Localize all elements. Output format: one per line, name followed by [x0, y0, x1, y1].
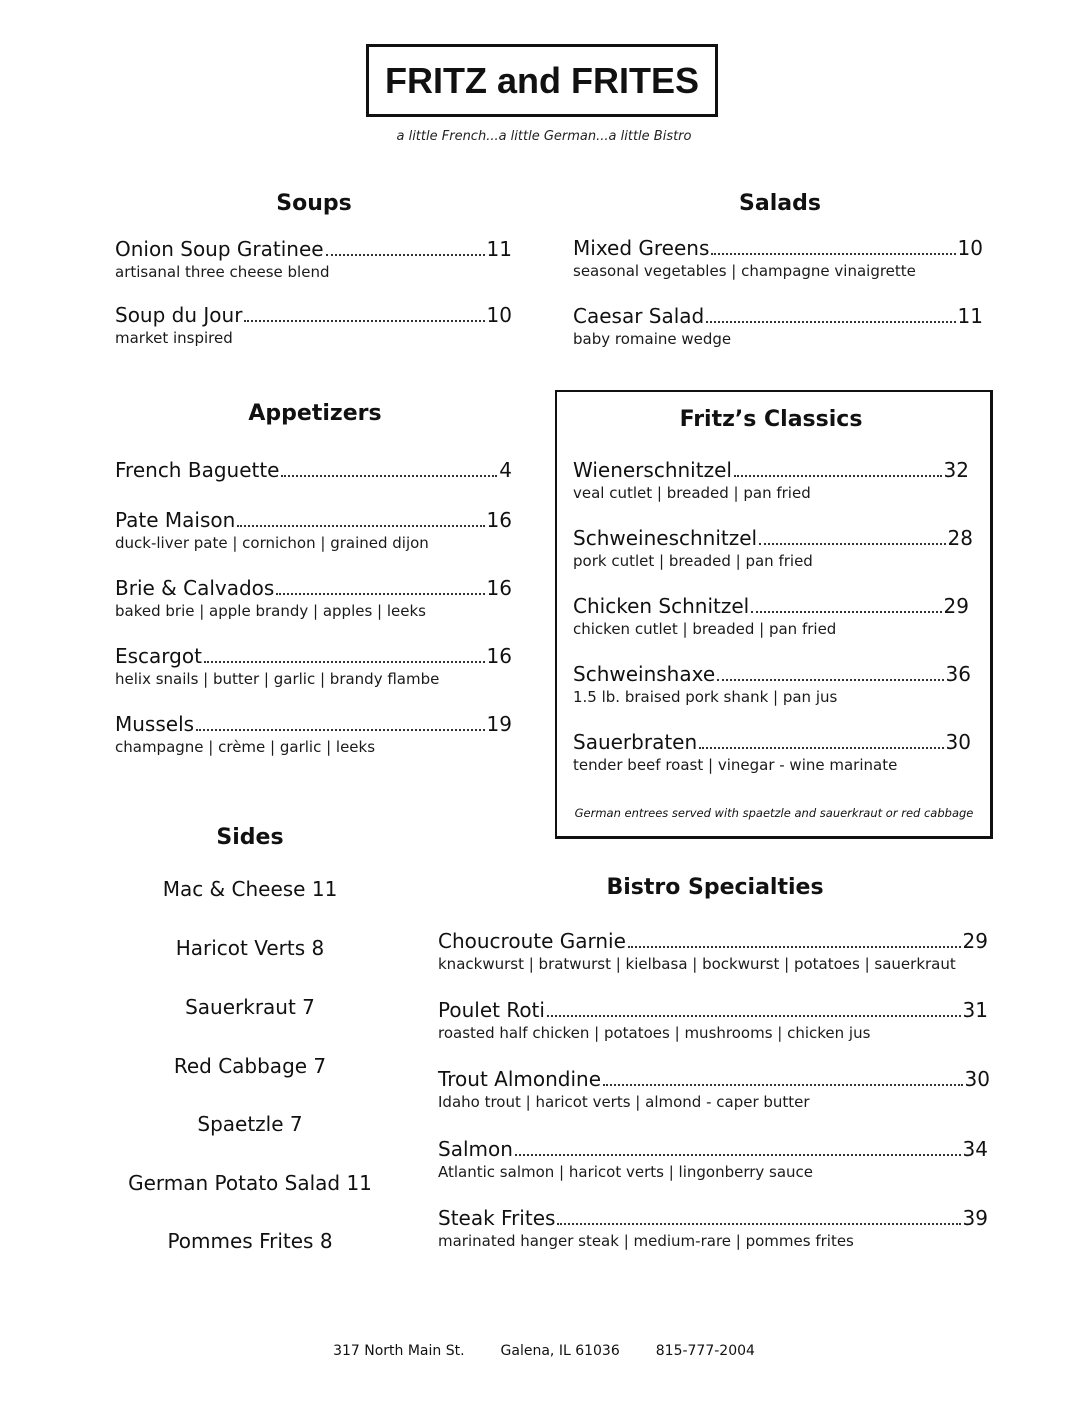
- item-description: Idaho trout | haricot verts | almond - caper butter: [438, 1093, 810, 1111]
- leader-dots: [244, 320, 484, 322]
- side-item: Sauerkraut 7: [185, 995, 315, 1019]
- menu-item-choucroute-garnie: [438, 928, 988, 974]
- item-description: baked brie | apple brandy | apples | leeks: [115, 602, 426, 620]
- item-price: 16: [486, 508, 512, 532]
- item-name: Choucroute Garnie: [438, 929, 626, 953]
- menu-item-french-baguette: [115, 457, 512, 483]
- item-description: seasonal vegetables | champagne vinaigrette: [573, 262, 916, 280]
- item-price: 30: [945, 730, 971, 754]
- side-item: German Potato Salad 11: [128, 1171, 372, 1195]
- menu-item-mussels: [115, 711, 512, 757]
- item-name: French Baguette: [115, 458, 280, 482]
- item-description: Atlantic salmon | haricot verts | lingonberry sauce: [438, 1163, 814, 1181]
- menu-item-steak-frites: [438, 1205, 988, 1251]
- item-name: Brie & Calvados: [115, 576, 275, 600]
- leader-dots: [717, 679, 943, 681]
- menu-item-chicken-schnitzel: [573, 593, 969, 639]
- item-price: 36: [945, 662, 971, 686]
- item-price: 31: [962, 998, 988, 1022]
- item-description: helix snails | butter | garlic | brandy flambe: [115, 670, 440, 688]
- leader-dots: [281, 475, 497, 477]
- menu-item-poulet-roti: [438, 997, 988, 1043]
- item-name: Mussels: [115, 712, 195, 736]
- footer-phone: 815-777-2004: [655, 1343, 755, 1359]
- leader-dots: [699, 747, 943, 749]
- item-name: Sauerbraten: [573, 730, 698, 754]
- item-price: 4: [499, 458, 512, 482]
- item-price: 28: [947, 526, 973, 550]
- bistro-heading: Bistro Specialties: [606, 875, 824, 900]
- item-name: Caesar Salad: [573, 304, 705, 328]
- side-item: Haricot Verts 8: [175, 936, 325, 960]
- leader-dots: [706, 321, 955, 323]
- item-price: 19: [486, 712, 512, 736]
- leader-dots: [557, 1223, 960, 1225]
- item-description: tender beef roast | vinegar - wine marinate: [573, 756, 898, 774]
- menu-item-brie-calvados: [115, 575, 512, 621]
- side-item: Red Cabbage 7: [173, 1054, 327, 1078]
- item-name: Steak Frites: [438, 1206, 556, 1230]
- item-description: artisanal three cheese blend: [115, 263, 330, 281]
- soups-heading: Soups: [276, 191, 352, 216]
- item-name: Mixed Greens: [573, 236, 710, 260]
- item-price: 39: [962, 1206, 988, 1230]
- leader-dots: [196, 729, 484, 731]
- menu-item-wienerschnitzel: [573, 457, 969, 503]
- item-description: pork cutlet | breaded | pan fried: [573, 552, 813, 570]
- item-name: Escargot: [115, 644, 202, 668]
- side-item: Pommes Frites 8: [167, 1229, 333, 1253]
- leader-dots: [326, 254, 485, 256]
- leader-dots: [603, 1084, 963, 1086]
- menu-item-caesar-salad: [573, 303, 983, 349]
- item-name: Soup du Jour: [115, 303, 243, 327]
- item-description: champagne | crème | garlic | leeks: [115, 738, 376, 756]
- leader-dots: [204, 661, 485, 663]
- item-name: Chicken Schnitzel: [573, 594, 750, 618]
- item-price: 10: [957, 236, 983, 260]
- item-description: marinated hanger steak | medium-rare | pommes frites: [438, 1232, 854, 1250]
- item-name: Wienerschnitzel: [573, 458, 732, 482]
- side-item: Mac & Cheese 11: [162, 877, 338, 901]
- tagline: a little French...a little German...a little Bistro: [396, 129, 692, 144]
- classics-heading: Fritz’s Classics: [679, 407, 863, 432]
- leader-dots: [237, 525, 484, 527]
- item-name: Pate Maison: [115, 508, 236, 532]
- item-description: roasted half chicken | potatoes | mushrooms | chicken jus: [438, 1024, 871, 1042]
- leader-dots: [547, 1015, 961, 1017]
- item-name: Trout Almondine: [438, 1067, 602, 1091]
- item-name: Schweineschnitzel: [573, 526, 758, 550]
- item-price: 29: [943, 594, 969, 618]
- item-description: veal cutlet | breaded | pan fried: [573, 484, 811, 502]
- menu-item-soup-du-jour: [115, 302, 512, 348]
- restaurant-title-box: [366, 44, 718, 117]
- menu-item-mixed-greens: [573, 235, 983, 281]
- restaurant-title: FRITZ and FRITES: [385, 59, 699, 101]
- leader-dots: [751, 611, 941, 613]
- item-description: duck-liver pate | cornichon | grained dijon: [115, 534, 429, 552]
- item-name: Salmon: [438, 1137, 513, 1161]
- item-price: 16: [486, 644, 512, 668]
- footer-city: Galena, IL 61036: [500, 1343, 620, 1359]
- side-item: Spaetzle 7: [197, 1112, 303, 1136]
- menu-item-schweinshaxe: [573, 661, 971, 707]
- menu-item-salmon: [438, 1136, 988, 1182]
- menu-item-pate-maison: [115, 507, 512, 553]
- item-price: 34: [962, 1137, 988, 1161]
- menu-item-escargot: [115, 643, 512, 689]
- appetizers-heading: Appetizers: [248, 401, 382, 426]
- item-description: baby romaine wedge: [573, 330, 732, 348]
- item-description: 1.5 lb. braised pork shank | pan jus: [573, 688, 838, 706]
- leader-dots: [759, 543, 945, 545]
- item-name: Poulet Roti: [438, 998, 545, 1022]
- item-price: 32: [943, 458, 969, 482]
- item-price: 11: [486, 237, 512, 261]
- leader-dots: [734, 475, 942, 477]
- item-price: 16: [486, 576, 512, 600]
- footer-address: 317 North Main St.: [333, 1343, 465, 1359]
- item-price: 11: [957, 304, 983, 328]
- classics-note: German entrees served with spaetzle and sauerkraut or red cabbage: [574, 806, 974, 820]
- item-description: chicken cutlet | breaded | pan fried: [573, 620, 837, 638]
- menu-item-onion-soup: [115, 236, 512, 282]
- item-name: Onion Soup Gratinee: [115, 237, 324, 261]
- item-description: market inspired: [115, 329, 233, 347]
- sides-heading: Sides: [216, 825, 284, 850]
- leader-dots: [276, 593, 484, 595]
- footer: [0, 1343, 1088, 1359]
- leader-dots: [711, 253, 955, 255]
- item-description: knackwurst | bratwurst | kielbasa | bockwurst | potatoes | sauerkraut: [438, 955, 956, 973]
- salads-heading: Salads: [739, 191, 821, 216]
- item-price: 10: [486, 303, 512, 327]
- menu-item-trout-almondine: [438, 1066, 990, 1112]
- menu-item-sauerbraten: [573, 729, 971, 775]
- item-name: Schweinshaxe: [573, 662, 716, 686]
- item-price: 29: [962, 929, 988, 953]
- item-price: 30: [964, 1067, 990, 1091]
- leader-dots: [628, 946, 961, 948]
- menu-item-schweineschnitzel: [573, 525, 973, 571]
- leader-dots: [515, 1154, 961, 1156]
